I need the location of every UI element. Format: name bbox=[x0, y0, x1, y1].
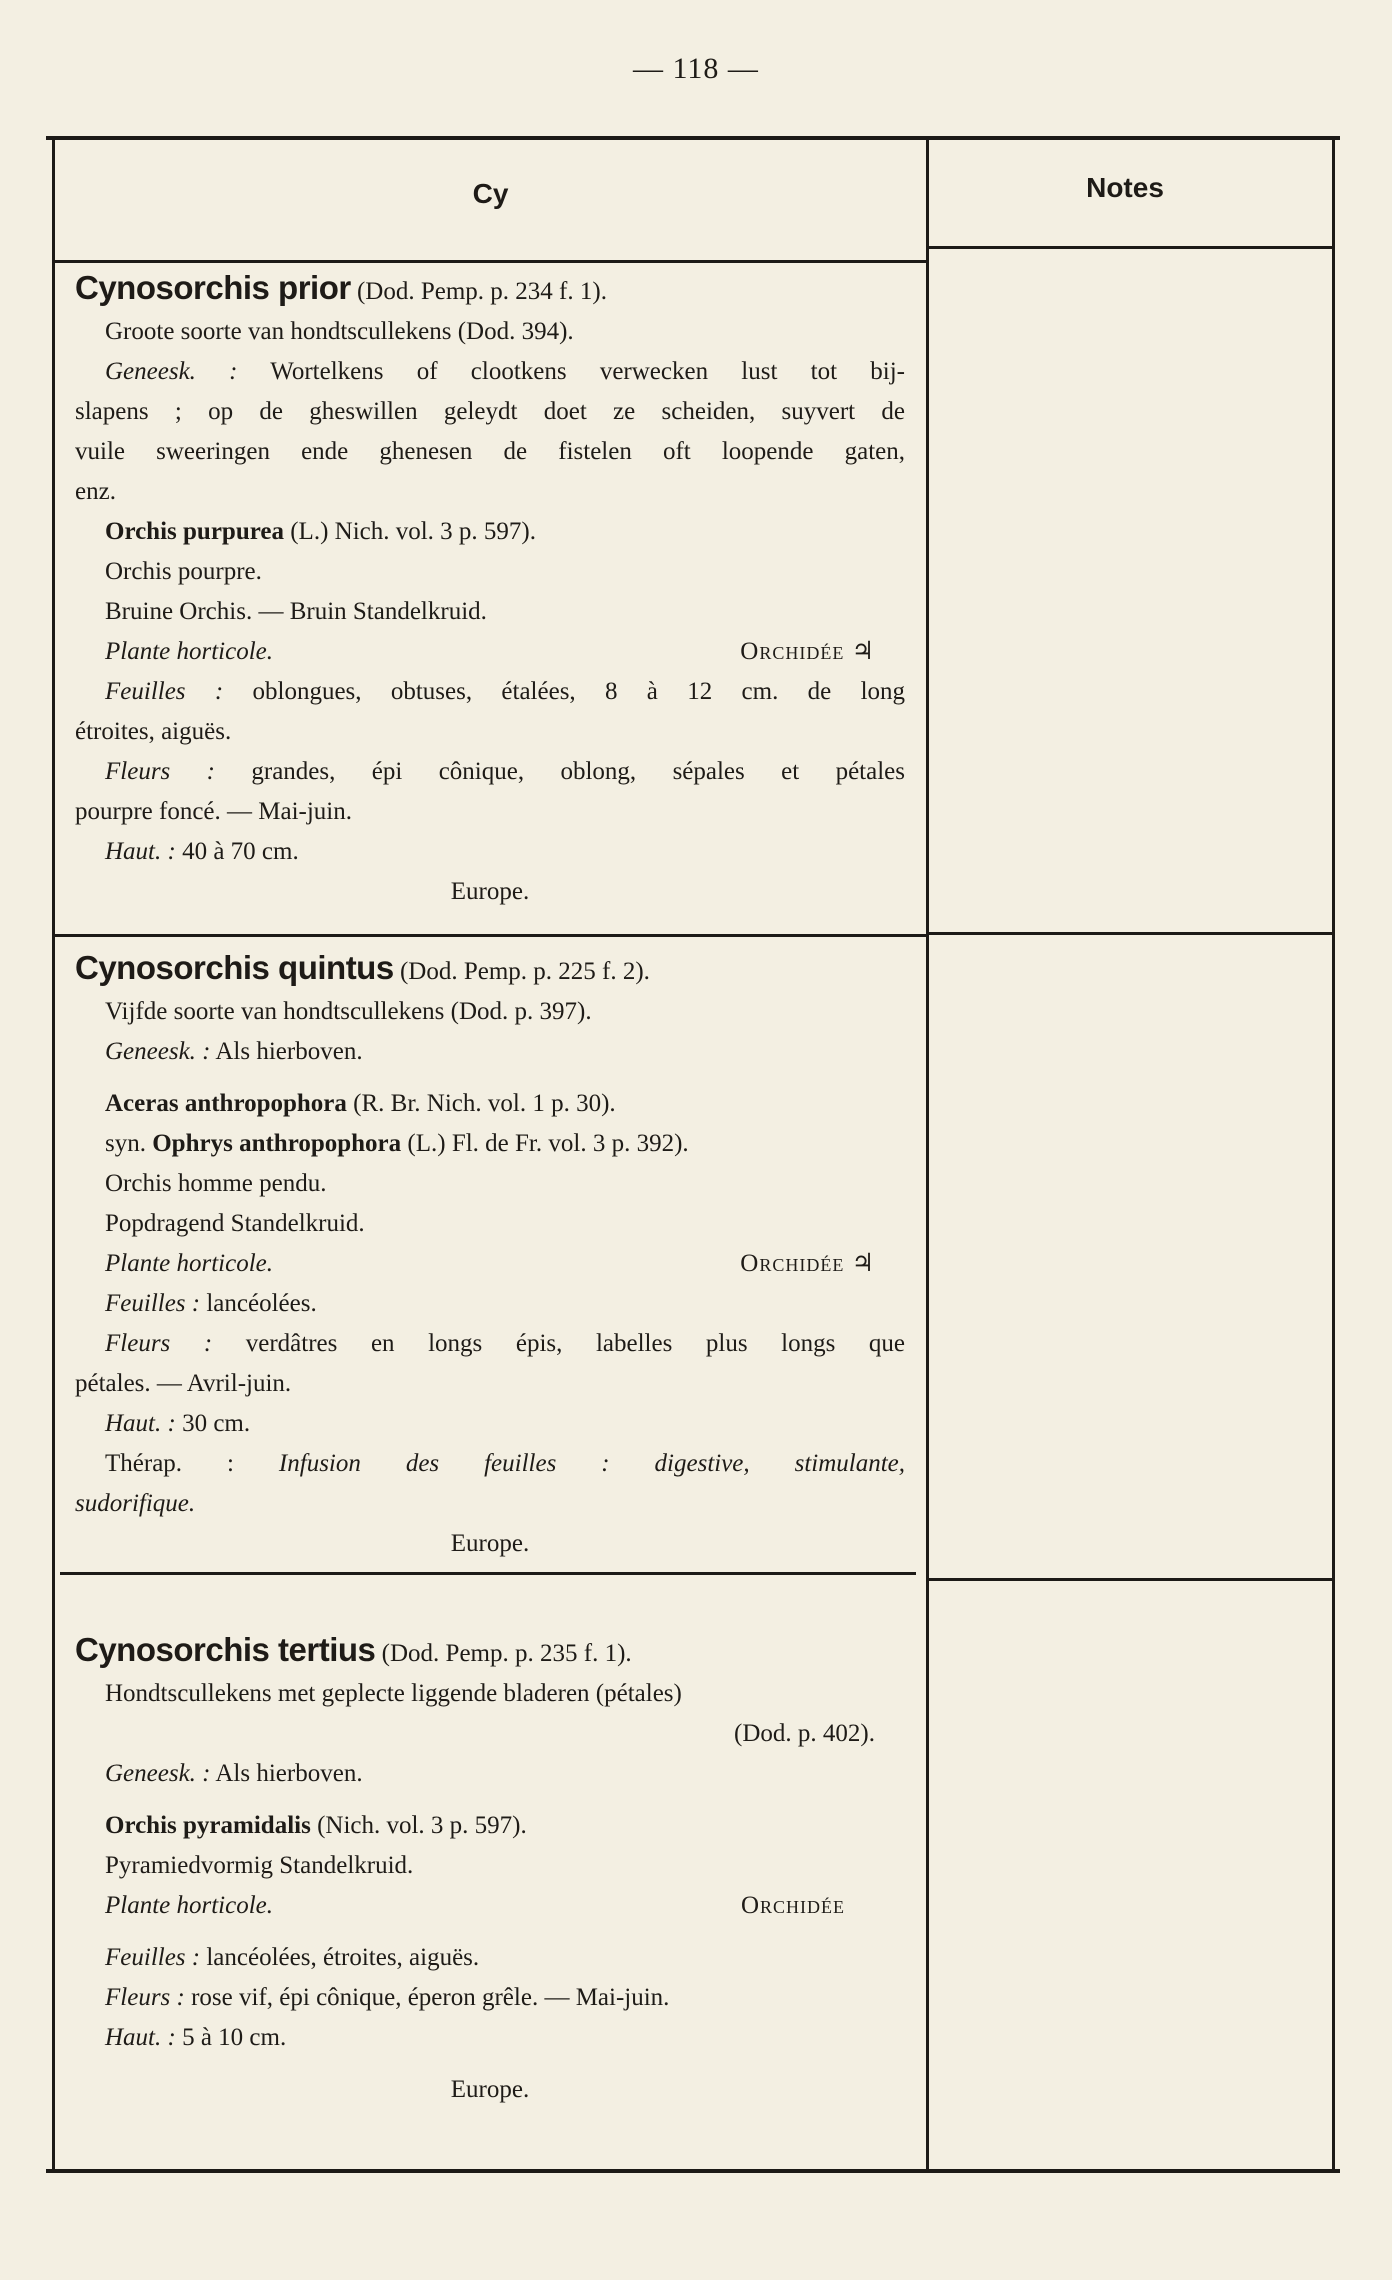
french-name: Orchis pourpre. bbox=[105, 558, 262, 585]
species-name: Orchis pyramidalis bbox=[105, 1812, 311, 1839]
region: Europe. bbox=[450, 1530, 530, 1557]
plante-line bbox=[75, 632, 905, 672]
species-line bbox=[75, 1806, 905, 1846]
dutch-common-name: Bruine Orchis. — Bruin Standelkruid. bbox=[105, 598, 487, 625]
page-number: — 118 — bbox=[633, 52, 759, 85]
species-line bbox=[75, 512, 905, 552]
haut-label: Haut. : bbox=[105, 838, 176, 865]
entry-title-ref: (Dod. Pemp. p. 235 f. 1). bbox=[381, 1640, 632, 1667]
plante-type: Plante horticole. bbox=[105, 1892, 274, 1919]
syn-species: Ophrys anthropophora bbox=[152, 1130, 402, 1157]
fleurs-line bbox=[75, 1978, 905, 2018]
french-name: Orchis homme pendu. bbox=[105, 1170, 327, 1197]
haut-line bbox=[75, 832, 905, 872]
family-label: Orchidée ♃ bbox=[740, 638, 875, 665]
fleurs-label: Fleurs : bbox=[105, 1330, 213, 1357]
plante-type: Plante horticole. bbox=[105, 1250, 274, 1277]
table-column-divider bbox=[926, 140, 929, 2172]
geneesk-line bbox=[75, 1032, 905, 1072]
dutch-ref: (Dod. p. 402). bbox=[734, 1720, 875, 1747]
geneesk-line bbox=[75, 352, 905, 392]
family-label: Orchidée bbox=[740, 1892, 845, 1919]
haut-value: 30 cm. bbox=[182, 1410, 251, 1437]
geneesk-text: Als hierboven. bbox=[215, 1760, 363, 1787]
haut-label: Haut. : bbox=[105, 1410, 176, 1437]
haut-line bbox=[75, 1404, 905, 1444]
table-right-rule bbox=[1332, 136, 1335, 2172]
dutch-name: Vijfde soorte van hondtscullekens (Dod. p. 397). bbox=[105, 998, 592, 1025]
dutch-name: Groote soorte van hondtscullekens (Dod. 394). bbox=[105, 318, 574, 345]
plante-line bbox=[75, 1886, 905, 1926]
dutch-common-name: Pyramiedvormig Standelkruid. bbox=[105, 1852, 414, 1879]
region: Europe. bbox=[450, 878, 530, 905]
geneesk-line bbox=[75, 1754, 905, 1794]
feuilles-text: lancéolées. bbox=[206, 1290, 317, 1317]
fleurs-text: verdâtres en longs épis, labelles plus longs que bbox=[245, 1330, 905, 1357]
entry-title: Cynosorchis tertius bbox=[75, 1631, 376, 1668]
fleurs-text: rose vif, épi cônique, éperon grêle. — Mai-juin. bbox=[191, 1984, 670, 2011]
plante-type: Plante horticole. bbox=[105, 638, 274, 665]
entry-title-ref: (Dod. Pemp. p. 225 f. 2). bbox=[399, 958, 650, 985]
column-header-main: Cy bbox=[472, 178, 509, 209]
fleurs-text: grandes, épi cônique, oblong, sépales et pétales bbox=[251, 758, 905, 785]
table-left-rule bbox=[52, 140, 55, 2172]
feuilles-text: étroites, aiguës. bbox=[75, 718, 232, 745]
entry-cynosorchis-quintus bbox=[75, 948, 905, 1564]
geneesk-text: enz. bbox=[75, 478, 116, 505]
entry-cynosorchis-prior bbox=[75, 268, 905, 912]
family-label: Orchidée ♃ bbox=[740, 1250, 875, 1277]
feuilles-label: Feuilles : bbox=[105, 1290, 201, 1317]
region: Europe. bbox=[450, 2076, 530, 2103]
feuilles-label: Feuilles : bbox=[105, 1944, 201, 1971]
fleurs-line bbox=[75, 1324, 905, 1364]
entry-cynosorchis-tertius bbox=[75, 1630, 905, 2110]
fleurs-label: Fleurs : bbox=[105, 758, 215, 785]
haut-value: 40 à 70 cm. bbox=[182, 838, 299, 865]
therap-text: sudorifique. bbox=[75, 1490, 196, 1517]
syn-label: syn. bbox=[105, 1130, 146, 1157]
fleurs-label: Fleurs : bbox=[105, 1984, 185, 2011]
entry-divider-1-main bbox=[55, 934, 926, 937]
entry-title-ref: (Dod. Pemp. p. 234 f. 1). bbox=[356, 278, 607, 305]
dutch-name: Hondtscullekens met geplecte liggende bladeren (pétales) bbox=[105, 1680, 682, 1707]
entry-divider-2-notes bbox=[929, 1578, 1332, 1581]
feuilles-line bbox=[75, 1284, 905, 1324]
plante-line bbox=[75, 1244, 905, 1284]
therap-line bbox=[75, 1444, 905, 1484]
fleurs-text: pétales. — Avril-juin. bbox=[75, 1370, 292, 1397]
geneesk-text: Als hierboven. bbox=[215, 1038, 363, 1065]
synonym-line bbox=[75, 1124, 905, 1164]
species-ref: (L.) Nich. vol. 3 p. 597). bbox=[290, 518, 537, 545]
species-name: Orchis purpurea bbox=[105, 518, 284, 545]
species-line bbox=[75, 1084, 905, 1124]
feuilles-line bbox=[75, 1938, 905, 1978]
entry-divider-1-notes bbox=[929, 932, 1332, 935]
syn-ref: (L.) Fl. de Fr. vol. 3 p. 392). bbox=[407, 1130, 689, 1157]
feuilles-label: Feuilles : bbox=[105, 678, 224, 705]
geneesk-label: Geneesk. : bbox=[105, 1038, 211, 1065]
haut-line bbox=[75, 2018, 905, 2058]
feuilles-line bbox=[75, 672, 905, 712]
table-bottom-rule bbox=[46, 2169, 1340, 2173]
feuilles-text: lancéolées, étroites, aiguës. bbox=[206, 1944, 480, 1971]
header-rule-notes bbox=[929, 246, 1332, 249]
geneesk-text: slapens ; op de gheswillen geleydt doet ze scheiden, suyvert de bbox=[75, 398, 905, 425]
species-ref: (Nich. vol. 3 p. 597). bbox=[317, 1812, 527, 1839]
haut-label: Haut. : bbox=[105, 2024, 176, 2051]
entry-divider-2-main bbox=[60, 1572, 916, 1575]
therap-text: Infusion des feuilles : digestive, stimulante, bbox=[278, 1450, 906, 1477]
entry-title: Cynosorchis prior bbox=[75, 269, 351, 306]
geneesk-label: Geneesk. : bbox=[105, 1760, 211, 1787]
column-header-notes: Notes bbox=[1086, 172, 1164, 203]
geneesk-text: Wortelkens of clootkens verwecken lust tot bij- bbox=[270, 358, 905, 385]
entry-title: Cynosorchis quintus bbox=[75, 949, 394, 986]
therap-label: Thérap. : bbox=[105, 1450, 234, 1477]
header-rule-main bbox=[55, 260, 926, 263]
species-ref: (R. Br. Nich. vol. 1 p. 30). bbox=[353, 1090, 616, 1117]
table-top-rule bbox=[46, 136, 1340, 140]
species-name: Aceras anthropophora bbox=[105, 1090, 347, 1117]
dutch-common-name: Popdragend Standelkruid. bbox=[105, 1210, 365, 1237]
haut-value: 5 à 10 cm. bbox=[182, 2024, 287, 2051]
fleurs-text: pourpre foncé. — Mai-juin. bbox=[75, 798, 353, 825]
feuilles-text: oblongues, obtuses, étalées, 8 à 12 cm. de long bbox=[252, 678, 906, 705]
geneesk-label: Geneesk. : bbox=[105, 358, 238, 385]
geneesk-text: vuile sweeringen ende ghenesen de fistelen oft loopende gaten, bbox=[75, 438, 905, 465]
fleurs-line bbox=[75, 752, 905, 792]
